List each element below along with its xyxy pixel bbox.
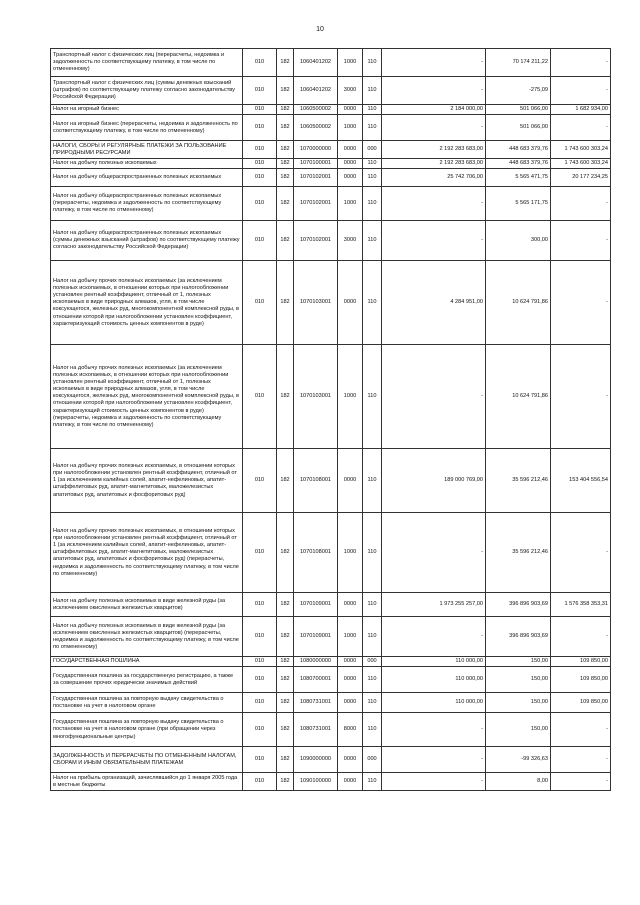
table-row	[51, 141, 611, 159]
row-code-cell: 010	[243, 261, 277, 345]
table-row	[51, 169, 611, 187]
row-subcode-cell: 0000	[338, 773, 363, 791]
row-admin-code-cell: 182	[277, 713, 294, 747]
row-kosgu-cell: 110	[363, 105, 382, 115]
row-approved-cell: -	[382, 115, 486, 141]
row-name-cell: Налог на добычу полезных ископаемых в виде железной руды (за исключением окисленных железистых кварцитов)	[51, 593, 243, 617]
row-remaining-cell: 109 850,00	[551, 657, 611, 667]
row-code-cell: 010	[243, 221, 277, 261]
row-executed-cell: 501 066,00	[486, 115, 551, 141]
row-remaining-cell: -	[551, 773, 611, 791]
row-subcode-cell: 1000	[338, 187, 363, 221]
row-remaining-cell: -	[551, 513, 611, 593]
table-row	[51, 77, 611, 105]
row-kbk-cell: 1080700001	[294, 667, 338, 693]
row-code-cell: 010	[243, 773, 277, 791]
table-row	[51, 115, 611, 141]
row-kosgu-cell: 110	[363, 221, 382, 261]
row-executed-cell: 10 624 791,86	[486, 261, 551, 345]
row-name-cell: Налог на прибыль организаций, зачислявшийся до 1 января 2005 года в местные бюджеты	[51, 773, 243, 791]
row-name-cell: Государственная пошлина за повторную выдачу свидетельства о постановке на учет в налоговом органе (при обращении через многофункциональные центры)	[51, 713, 243, 747]
table-row	[51, 49, 611, 77]
row-remaining-cell: 20 177 234,25	[551, 169, 611, 187]
row-code-cell: 010	[243, 693, 277, 713]
row-executed-cell: 396 896 903,69	[486, 617, 551, 657]
row-approved-cell: 110 000,00	[382, 693, 486, 713]
row-kbk-cell: 1080731001	[294, 713, 338, 747]
row-approved-cell: -	[382, 345, 486, 449]
row-kosgu-cell: 110	[363, 49, 382, 77]
row-name-cell: Налог на игорный бизнес (перерасчеты, недоимка и задолженность по соответствующему платежу, в том числе по отмененному)	[51, 115, 243, 141]
row-admin-code-cell: 182	[277, 49, 294, 77]
row-kbk-cell: 1070102001	[294, 221, 338, 261]
row-kosgu-cell: 110	[363, 773, 382, 791]
row-kosgu-cell: 110	[363, 159, 382, 169]
row-name-cell: Налог на добычу полезных ископаемых	[51, 159, 243, 169]
row-code-cell: 010	[243, 449, 277, 513]
row-kbk-cell: 1070108001	[294, 513, 338, 593]
row-kosgu-cell: 110	[363, 593, 382, 617]
row-kbk-cell: 1060401202	[294, 49, 338, 77]
row-admin-code-cell: 182	[277, 105, 294, 115]
row-code-cell: 010	[243, 667, 277, 693]
row-executed-cell: 5 565 171,75	[486, 187, 551, 221]
row-executed-cell: 5 565 471,75	[486, 169, 551, 187]
row-kosgu-cell: 110	[363, 77, 382, 105]
row-admin-code-cell: 182	[277, 159, 294, 169]
row-kosgu-cell: 110	[363, 115, 382, 141]
row-approved-cell: 110 000,00	[382, 657, 486, 667]
row-kbk-cell: 1070103001	[294, 345, 338, 449]
row-approved-cell: -	[382, 713, 486, 747]
row-subcode-cell: 0000	[338, 169, 363, 187]
table-row	[51, 657, 611, 667]
row-remaining-cell: -	[551, 221, 611, 261]
row-remaining-cell: 1 576 358 353,31	[551, 593, 611, 617]
row-subcode-cell: 8000	[338, 713, 363, 747]
row-executed-cell: 150,00	[486, 713, 551, 747]
row-kbk-cell: 1060500002	[294, 105, 338, 115]
table-row	[51, 713, 611, 747]
row-subcode-cell: 0000	[338, 693, 363, 713]
row-admin-code-cell: 182	[277, 115, 294, 141]
row-admin-code-cell: 182	[277, 773, 294, 791]
row-kosgu-cell: 110	[363, 693, 382, 713]
table-row	[51, 261, 611, 345]
row-executed-cell: 35 596 212,46	[486, 449, 551, 513]
row-subcode-cell: 3000	[338, 77, 363, 105]
row-name-cell: Налог на добычу общераспространенных полезных ископаемых	[51, 169, 243, 187]
row-remaining-cell: 1 682 934,00	[551, 105, 611, 115]
row-name-cell: Налог на добычу прочих полезных ископаемых (за исключением полезных ископаемых, в отношении которых при налогообложении установлен рентный коэффициент, отличный от 1, полезных ископаемых в виде природных алмазов, угля, в том числе коксующегося, железных руд, многокомпонентной комплексной руды, в отношении которой при налогообложении установлен коэффициент, характеризующий стоимость ценных компонентов в руде) (перерасчеты, недоимка и задолженность по соответствующему платежу, в том числе по отмененному)	[51, 345, 243, 449]
row-name-cell: Налог на добычу прочих полезных ископаемых (за исключением полезных ископаемых, в отношении которых при налогообложении установлен рентный коэффициент, отличный от 1, полезных ископаемых в виде природных алмазов, угля, в том числе коксующегося, железных руд, многокомпонентной комплексной руды, в отношении которой при налогообложении установлен коэффициент, характеризующий стоимость ценных компонентов в руде)	[51, 261, 243, 345]
row-code-cell: 010	[243, 713, 277, 747]
row-approved-cell: -	[382, 221, 486, 261]
table-row	[51, 105, 611, 115]
row-remaining-cell: 1 743 600 303,24	[551, 159, 611, 169]
row-kosgu-cell: 110	[363, 449, 382, 513]
row-kbk-cell: 1070000000	[294, 141, 338, 159]
table-row	[51, 593, 611, 617]
table-row	[51, 513, 611, 593]
row-kosgu-cell: 110	[363, 345, 382, 449]
row-remaining-cell: 109 850,00	[551, 667, 611, 693]
row-subcode-cell: 1000	[338, 115, 363, 141]
row-kbk-cell: 1070100001	[294, 159, 338, 169]
row-kbk-cell: 1070103001	[294, 261, 338, 345]
row-admin-code-cell: 182	[277, 513, 294, 593]
row-kbk-cell: 1070108001	[294, 449, 338, 513]
row-admin-code-cell: 182	[277, 221, 294, 261]
row-code-cell: 010	[243, 513, 277, 593]
row-name-cell: Налог на добычу полезных ископаемых в виде железной руды (за исключением окисленных железистых кварцитов) (перерасчеты, недоимка и задолженность по соответствующему платежу, в том числе по отмененному)	[51, 617, 243, 657]
row-kbk-cell: 1060500002	[294, 115, 338, 141]
row-remaining-cell: -	[551, 747, 611, 773]
row-name-cell: ГОСУДАРСТВЕННАЯ ПОШЛИНА	[51, 657, 243, 667]
row-admin-code-cell: 182	[277, 693, 294, 713]
row-executed-cell: 396 896 903,69	[486, 593, 551, 617]
row-subcode-cell: 0000	[338, 657, 363, 667]
row-executed-cell: -275,09	[486, 77, 551, 105]
table-row	[51, 617, 611, 657]
row-remaining-cell: -	[551, 115, 611, 141]
row-code-cell: 010	[243, 141, 277, 159]
row-approved-cell: 2 192 283 683,00	[382, 159, 486, 169]
row-remaining-cell: -	[551, 187, 611, 221]
row-approved-cell: 189 000 769,00	[382, 449, 486, 513]
row-subcode-cell: 0000	[338, 593, 363, 617]
row-kosgu-cell: 000	[363, 747, 382, 773]
row-code-cell: 010	[243, 159, 277, 169]
row-kbk-cell: 1070102001	[294, 187, 338, 221]
row-code-cell: 010	[243, 657, 277, 667]
row-remaining-cell: 153 404 556,54	[551, 449, 611, 513]
row-approved-cell: -	[382, 747, 486, 773]
row-kbk-cell: 1070109001	[294, 617, 338, 657]
row-admin-code-cell: 182	[277, 141, 294, 159]
row-name-cell: Транспортный налог с физических лиц (перерасчеты, недоимка и задолженность по соответствующему платежу, в том числе по отмененному)	[51, 49, 243, 77]
table-row	[51, 159, 611, 169]
row-code-cell: 010	[243, 617, 277, 657]
row-code-cell: 010	[243, 747, 277, 773]
row-executed-cell: 10 624 791,86	[486, 345, 551, 449]
row-kosgu-cell: 110	[363, 261, 382, 345]
row-approved-cell: -	[382, 513, 486, 593]
row-executed-cell: 150,00	[486, 667, 551, 693]
row-executed-cell: 501 066,00	[486, 105, 551, 115]
row-executed-cell: -99 326,63	[486, 747, 551, 773]
table-row	[51, 221, 611, 261]
row-approved-cell: 25 742 706,00	[382, 169, 486, 187]
row-name-cell: Налог на добычу общераспространенных полезных ископаемых (перерасчеты, недоимка и задолженность по соответствующему платежу, в том числе по отмененному)	[51, 187, 243, 221]
row-admin-code-cell: 182	[277, 187, 294, 221]
row-remaining-cell: -	[551, 345, 611, 449]
row-kosgu-cell: 110	[363, 617, 382, 657]
row-executed-cell: 70 174 211,22	[486, 49, 551, 77]
row-name-cell: Налог на добычу общераспространенных полезных ископаемых (суммы денежных взысканий (штрафов) по соответствующему платежу согласно законодательству Российской Федерации)	[51, 221, 243, 261]
row-code-cell: 010	[243, 115, 277, 141]
row-admin-code-cell: 182	[277, 657, 294, 667]
row-admin-code-cell: 182	[277, 617, 294, 657]
table-row	[51, 449, 611, 513]
row-kbk-cell: 1080000000	[294, 657, 338, 667]
row-code-cell: 010	[243, 345, 277, 449]
row-code-cell: 010	[243, 593, 277, 617]
row-admin-code-cell: 182	[277, 345, 294, 449]
row-kbk-cell: 1070102001	[294, 169, 338, 187]
row-admin-code-cell: 182	[277, 593, 294, 617]
page-number: 10	[316, 26, 324, 33]
row-approved-cell: 4 284 951,00	[382, 261, 486, 345]
row-approved-cell: 1 973 255 257,00	[382, 593, 486, 617]
row-kosgu-cell: 110	[363, 667, 382, 693]
row-code-cell: 010	[243, 169, 277, 187]
row-subcode-cell: 0000	[338, 159, 363, 169]
row-remaining-cell: -	[551, 77, 611, 105]
row-admin-code-cell: 182	[277, 169, 294, 187]
row-code-cell: 010	[243, 187, 277, 221]
row-subcode-cell: 1000	[338, 513, 363, 593]
row-name-cell: ЗАДОЛЖЕННОСТЬ И ПЕРЕРАСЧЕТЫ ПО ОТМЕНЕННЫМ НАЛОГАМ, СБОРАМ И ИНЫМ ОБЯЗАТЕЛЬНЫМ ПЛАТЕЖАМ	[51, 747, 243, 773]
row-admin-code-cell: 182	[277, 449, 294, 513]
row-name-cell: Государственная пошлина за повторную выдачу свидетельства о постановке на учет в налоговом органе	[51, 693, 243, 713]
row-kbk-cell: 1060401202	[294, 77, 338, 105]
row-approved-cell: -	[382, 187, 486, 221]
table-row	[51, 693, 611, 713]
row-subcode-cell: 3000	[338, 221, 363, 261]
row-remaining-cell: 109 850,00	[551, 693, 611, 713]
row-name-cell: Налог на добычу прочих полезных ископаемых, в отношении которых при налогообложении установлен рентный коэффициент, отличный от 1 (за исключением калийных солей, апатит-нефелиновых, апатит-штаффелитовых руд, апатит-магнетитовых, маложелезистых апатитовых руд, апатитовых и фосфоритовых руд)	[51, 449, 243, 513]
budget-table	[50, 48, 611, 791]
row-approved-cell: -	[382, 49, 486, 77]
row-remaining-cell: 1 743 600 303,24	[551, 141, 611, 159]
row-admin-code-cell: 182	[277, 747, 294, 773]
table-row	[51, 773, 611, 791]
row-subcode-cell: 0000	[338, 667, 363, 693]
row-remaining-cell: -	[551, 617, 611, 657]
row-subcode-cell: 1000	[338, 617, 363, 657]
row-approved-cell: 110 000,00	[382, 667, 486, 693]
row-subcode-cell: 0000	[338, 747, 363, 773]
row-subcode-cell: 0000	[338, 261, 363, 345]
row-kosgu-cell: 110	[363, 713, 382, 747]
row-subcode-cell: 0000	[338, 105, 363, 115]
row-remaining-cell: -	[551, 713, 611, 747]
table-row	[51, 345, 611, 449]
table-row	[51, 667, 611, 693]
row-remaining-cell: -	[551, 261, 611, 345]
row-executed-cell: 35 596 212,46	[486, 513, 551, 593]
row-name-cell: Налог на игорный бизнес	[51, 105, 243, 115]
row-approved-cell: 2 192 283 683,00	[382, 141, 486, 159]
row-name-cell: НАЛОГИ, СБОРЫ И РЕГУЛЯРНЫЕ ПЛАТЕЖИ ЗА ПОЛЬЗОВАНИЕ ПРИРОДНЫМИ РЕСУРСАМИ	[51, 141, 243, 159]
row-subcode-cell: 0000	[338, 141, 363, 159]
table-row	[51, 747, 611, 773]
row-approved-cell: -	[382, 773, 486, 791]
row-approved-cell: -	[382, 617, 486, 657]
row-kosgu-cell: 110	[363, 169, 382, 187]
row-kosgu-cell: 000	[363, 141, 382, 159]
row-kosgu-cell: 110	[363, 187, 382, 221]
row-kbk-cell: 1090100000	[294, 773, 338, 791]
row-admin-code-cell: 182	[277, 667, 294, 693]
row-code-cell: 010	[243, 49, 277, 77]
row-admin-code-cell: 182	[277, 261, 294, 345]
row-executed-cell: 150,00	[486, 657, 551, 667]
row-executed-cell: 8,00	[486, 773, 551, 791]
row-code-cell: 010	[243, 105, 277, 115]
row-subcode-cell: 1000	[338, 345, 363, 449]
row-subcode-cell: 1000	[338, 49, 363, 77]
row-executed-cell: 300,00	[486, 221, 551, 261]
row-executed-cell: 448 683 379,76	[486, 141, 551, 159]
row-remaining-cell: -	[551, 49, 611, 77]
row-executed-cell: 150,00	[486, 693, 551, 713]
table-row	[51, 187, 611, 221]
row-kbk-cell: 1080731001	[294, 693, 338, 713]
row-code-cell: 010	[243, 77, 277, 105]
row-subcode-cell: 0000	[338, 449, 363, 513]
row-name-cell: Налог на добычу прочих полезных ископаемых, в отношении которых при налогообложении установлен рентный коэффициент, отличный от 1 (за исключением калийных солей, апатит-нефелиновых, апатит-штаффелитовых руд, апатит-магнетитовых, маложелезистых апатитовых руд, апатитовых и фосфоритовых руд) (перерасчеты, недоимка и задолженность по соответствующему платежу, в том числе по отмененному)	[51, 513, 243, 593]
row-approved-cell: -	[382, 77, 486, 105]
row-name-cell: Транспортный налог с физических лиц (суммы денежных взысканий (штрафов) по соответствующему платежу согласно законодательству Российской Федерации)	[51, 77, 243, 105]
row-executed-cell: 448 683 379,76	[486, 159, 551, 169]
row-approved-cell: 2 184 000,00	[382, 105, 486, 115]
row-kbk-cell: 1090000000	[294, 747, 338, 773]
row-kosgu-cell: 000	[363, 657, 382, 667]
row-kosgu-cell: 110	[363, 513, 382, 593]
row-kbk-cell: 1070109001	[294, 593, 338, 617]
row-name-cell: Государственная пошлина за государственную регистрацию, а также за совершение прочих юридически значимых действий	[51, 667, 243, 693]
row-admin-code-cell: 182	[277, 77, 294, 105]
